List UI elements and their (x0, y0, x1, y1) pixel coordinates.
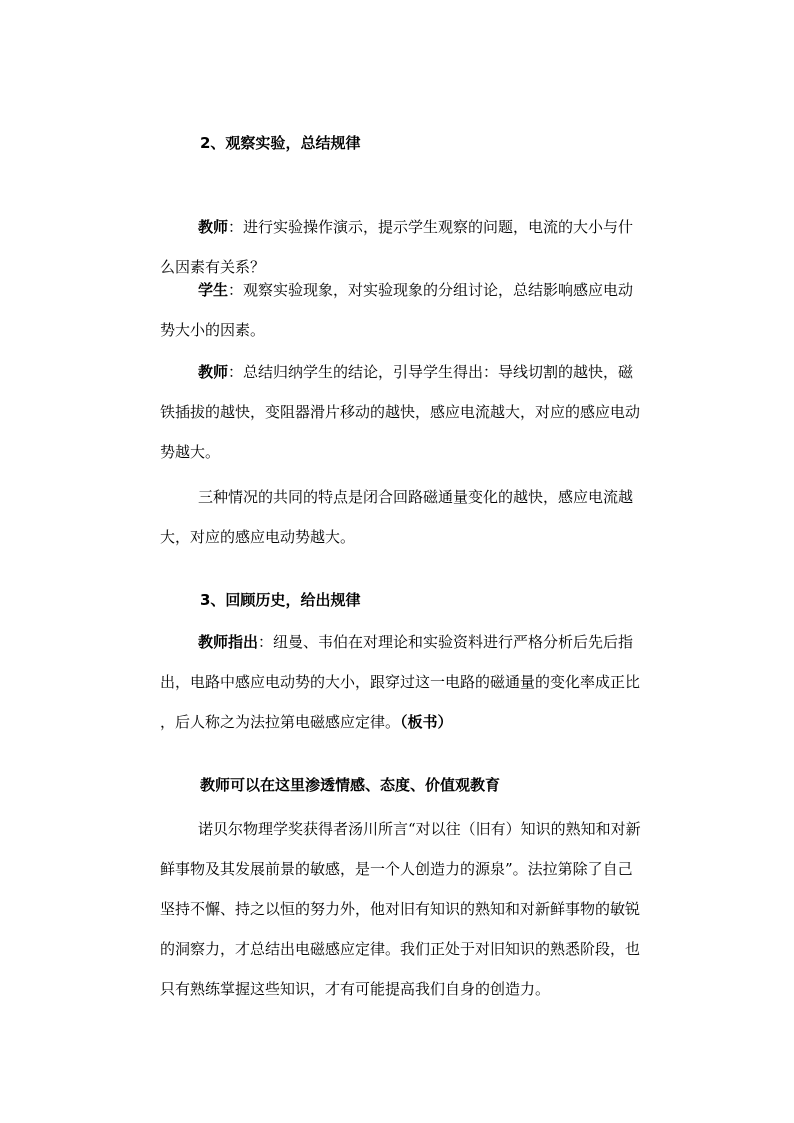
section-2-heading: 2、观察实验，总结规律 (200, 134, 361, 152)
paragraph-line: 三种情况的共同的特点是闭合回路磁通量变化的越快，感应电流越 (198, 488, 634, 506)
paragraph-line: 大，对应的感应电动势越大。 (160, 528, 356, 546)
paragraph-line: 教师：进行实验操作演示，提示学生观察的问题，电流的大小与什 (198, 218, 634, 236)
paragraph-line: 教师指出：纽曼、韦伯在对理论和实验资料进行严格分析后先后指 (198, 633, 634, 651)
blackboard-note: （板书） (400, 713, 453, 731)
paragraph-line: 的洞察力，才总结出电磁感应定律。我们正处于对旧知识的熟悉阶段，也 (160, 940, 641, 958)
section-3-paragraph (160, 622, 680, 742)
speaker-label: 教师 (198, 363, 229, 381)
paragraph-line: 出，电路中感应电动势的大小，跟穿过这一电路的磁通量的变化率成正比 (160, 673, 641, 691)
section-2-student-paragraph (160, 270, 680, 350)
paragraph-line: 只有熟练掌握这些知识，才有可能提高我们自身的创造力。 (160, 980, 551, 998)
speaker-label: 教师 (198, 218, 229, 236)
paragraph-line: 势越大。 (160, 443, 221, 461)
paragraph-line: 坚持不懈、持之以恒的努力外，他对旧有知识的熟知和对新鲜事物的敏锐 (160, 900, 641, 918)
paragraph-line: 势大小的因素。 (160, 321, 266, 339)
section-2-teacher-conclusion-paragraph (160, 352, 680, 472)
section-4-paragraph (160, 809, 680, 1009)
speaker-label: 学生 (198, 281, 229, 299)
paragraph-line: ，后人称之为法拉第电磁感应定律。（板书） (160, 713, 453, 731)
speaker-label: 教师指出 (198, 633, 259, 651)
section-4-heading: 教师可以在这里渗透情感、态度、价值观教育 (200, 776, 501, 794)
paragraph-line: 么因素有关系？ (160, 258, 266, 276)
paragraph-line: 鲜事物及其发展前景的敏感，是一个人创造力的源泉”。法拉第除了自己 (160, 860, 633, 878)
paragraph-line: 学生：观察实验现象，对实验现象的分组讨论，总结影响感应电动 (198, 281, 634, 299)
paragraph-line: 铁插拔的越快，变阻器滑片移动的越快，感应电流越大，对应的感应电动 (160, 403, 641, 421)
paragraph-line: 诺贝尔物理学奖获得者汤川所言“对以往（旧有）知识的熟知和对新 (198, 820, 641, 838)
section-2-summary-paragraph (160, 477, 680, 557)
paragraph-line: 教师：总结归纳学生的结论，引导学生得出：导线切割的越快，磁 (198, 363, 634, 381)
section-3-heading: 3、回顾历史，给出规律 (200, 591, 361, 609)
